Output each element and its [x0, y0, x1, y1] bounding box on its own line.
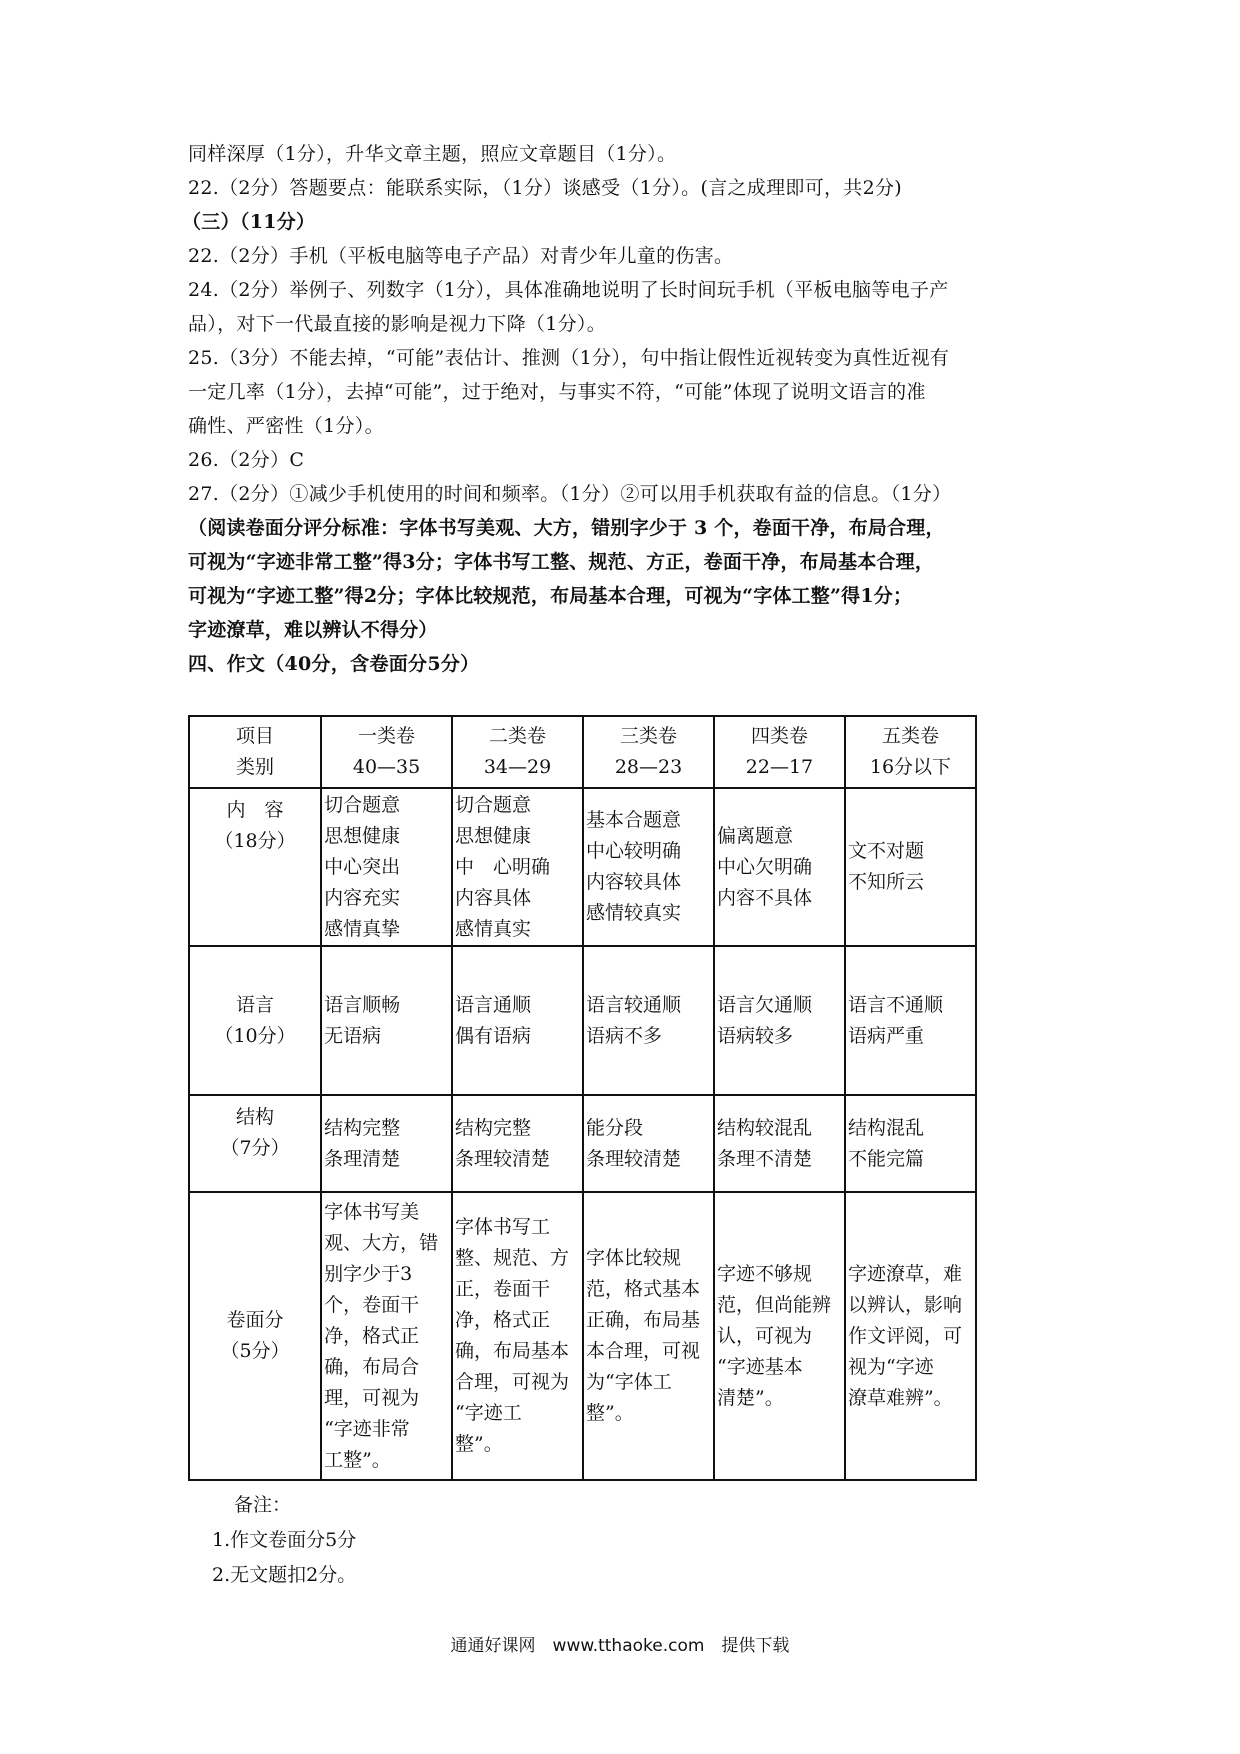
- text-line: 一定几率（1分），去掉“可能”，过于绝对，与事实不符，“可能”体现了说明文语言的准: [188, 381, 926, 403]
- table-cell: 结构完整 条理较清楚: [452, 1095, 583, 1192]
- text-line: 27.（2分）①减少手机使用的时间和频率。（1分）②可以用手机获取有益的信息。（1分）: [188, 483, 952, 505]
- text-line: 确性、严密性（1分）。: [188, 415, 384, 437]
- table-cell: 能分段 条理较清楚: [583, 1095, 714, 1192]
- text-line: 22.（2分）手机（平板电脑等电子产品）对青少年儿童的伤害。: [188, 245, 734, 267]
- table-corner-cell: 项目 类别: [189, 716, 321, 788]
- table-cell: 字体比较规 范，格式基本 正确，布局基 本合理，可视 为“字体工 整”。: [583, 1192, 714, 1480]
- text-line: 26.（2分）C: [188, 449, 305, 471]
- row-category-cell: 语言 （10分）: [189, 946, 321, 1095]
- row-category-cell: 结构 （7分）: [189, 1095, 321, 1192]
- table-cell: 字迹潦草，难 以辨认，影响 作文评阅，可 视为“字迹 潦草难辨”。: [845, 1192, 976, 1480]
- table-cell: 结构完整 条理清楚: [321, 1095, 452, 1192]
- grade-column-header: 五类卷 16分以下: [845, 716, 976, 788]
- table-cell: 字体书写美 观、大方，错 别字少于3 个，卷面干 净，格式正 确，布局合 理，可视为 “字迹非常 工整”。: [321, 1192, 452, 1480]
- text-line: 25.（3分）不能去掉，“可能”表估计、推测（1分），句中指让假性近视转变为真性近视有: [188, 347, 950, 369]
- grade-column-header: 三类卷 28—23: [583, 716, 714, 788]
- table-cell: 语言不通顺 语病严重: [845, 946, 976, 1095]
- table-cell: 字体书写工 整、规范、方 正，卷面干 净，格式正 确，布局基本 合理，可视为 “字迹工 整”。: [452, 1192, 583, 1480]
- table-row: [189, 788, 976, 946]
- rubric-line: 可视为“字迹非常工整”得3分；字体书写工整、规范、方正，卷面干净，布局基本合理，: [188, 551, 935, 573]
- table-cell: 基本合题意 中心较明确 内容较具体 感情较真实: [583, 788, 714, 946]
- table-cell: 切合题意 思想健康 中心突出 内容充实 感情真挚: [321, 788, 452, 946]
- grade-column-header: 四类卷 22—17: [714, 716, 845, 788]
- table-cell: 语言顺畅 无语病: [321, 946, 452, 1095]
- section-heading: （三）（11分）: [182, 211, 316, 233]
- table-row: [189, 946, 976, 1095]
- table-cell: 语言通顺 偶有语病: [452, 946, 583, 1095]
- table-header-row: [189, 716, 976, 788]
- remarks-item: 1.作文卷面分5分: [212, 1529, 357, 1551]
- table-cell: 结构混乱 不能完篇: [845, 1095, 976, 1192]
- text-line: 22.（2分）答题要点：能联系实际，（1分）谈感受（1分）。(言之成理即可，共2分): [188, 177, 902, 199]
- table-row: [189, 1192, 976, 1480]
- page-footer: 通通好课网 www.tthaoke.com 提供下载: [450, 1636, 790, 1656]
- table-cell: 字迹不够规 范，但尚能辨 认，可视为 “字迹基本 清楚”。: [714, 1192, 845, 1480]
- essay-heading: 四、作文（40分，含卷面分5分）: [188, 653, 480, 675]
- grade-column-header: 一类卷 40—35: [321, 716, 452, 788]
- table-cell: 切合题意 思想健康 中 心明确 内容具体 感情真实: [452, 788, 583, 946]
- table-cell: 偏离题意 中心欠明确 内容不具体: [714, 788, 845, 946]
- remarks-item: 2.无文题扣2分。: [212, 1564, 357, 1586]
- text-line: 24.（2分）举例子、列数字（1分），具体准确地说明了长时间玩手机（平板电脑等电子产: [188, 279, 949, 301]
- text-line: 品），对下一代最直接的影响是视力下降（1分）。: [188, 313, 606, 335]
- remarks-title: 备注：: [234, 1494, 292, 1516]
- text-line: 同样深厚（1分），升华文章主题，照应文章题目（1分）。: [188, 143, 677, 165]
- table-cell: 结构较混乱 条理不清楚: [714, 1095, 845, 1192]
- essay-grading-table: [188, 715, 977, 1481]
- table-row: [189, 1095, 976, 1192]
- table-cell: 文不对题 不知所云: [845, 788, 976, 946]
- rubric-line: 可视为“字迹工整”得2分；字体比较规范，布局基本合理，可视为“字体工整”得1分；: [188, 585, 913, 607]
- table-cell: 语言欠通顺 语病较多: [714, 946, 845, 1095]
- row-category-cell: 卷面分 （5分）: [189, 1192, 321, 1480]
- rubric-line: （阅读卷面分评分标准：字体书写美观、大方，错别字少于 3 个，卷面干净，布局合理，: [188, 517, 945, 539]
- table-cell: 语言较通顺 语病不多: [583, 946, 714, 1095]
- row-category-cell: 内 容 （18分）: [189, 788, 321, 946]
- rubric-line: 字迹潦草，难以辨认不得分）: [188, 619, 438, 641]
- grade-column-header: 二类卷 34—29: [452, 716, 583, 788]
